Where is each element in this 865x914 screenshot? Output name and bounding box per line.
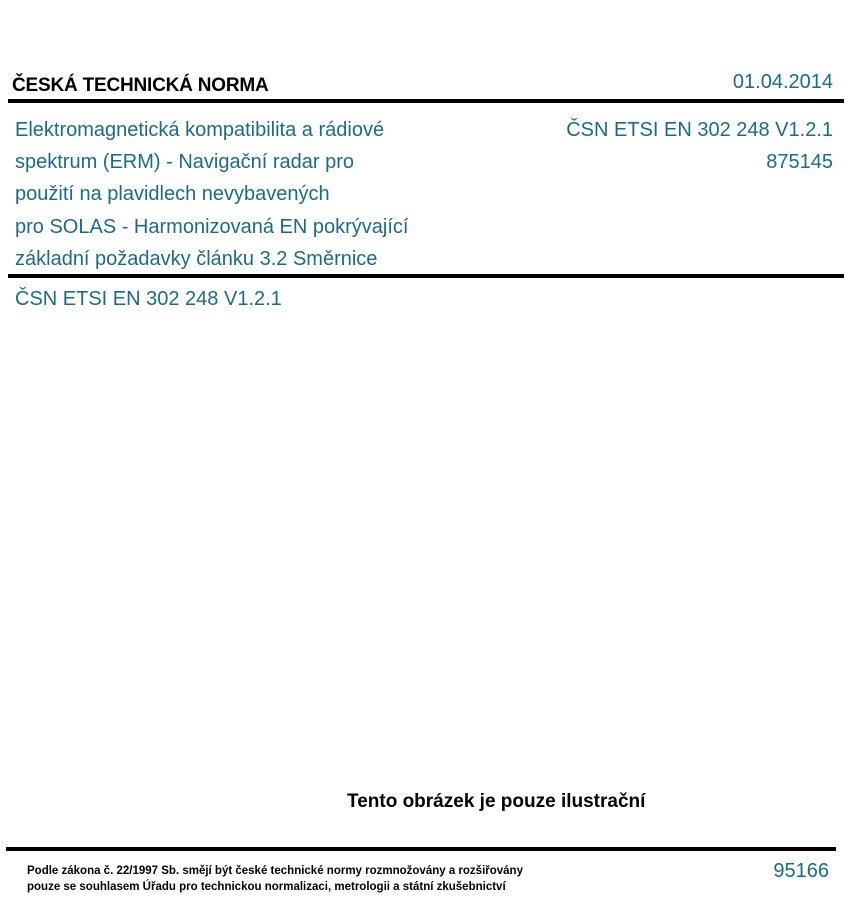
legal-notice [27,863,523,895]
standard-number: ČSN ETSI EN 302 248 V1.2.1 [566,119,833,141]
standard-title-line: spektrum (ERM) - Navigační radar pro [15,151,354,174]
standard-identifiers [566,114,833,178]
standard-title [15,114,485,275]
title-divider [8,274,844,278]
header-divider [8,99,844,103]
standard-title-line: použití na plavidlech nevybavených [15,183,330,206]
footer-divider [6,847,836,851]
illustration-caption: Tento obrázek je pouze ilustrační [347,791,646,812]
document-type-title: ČESKÁ TECHNICKÁ NORMA [12,75,269,96]
standard-title-line: základní požadavky článku 3.2 Směrnice [15,247,378,270]
legal-notice-line: pouze se souhlasem Úřadu pro technickou normalizaci, metrologii a státní zkušebnictví [27,881,506,893]
legal-notice-line: Podle zákona č. 22/1997 Sb. smějí být české technické normy rozmnožovány a rozšiřovány [27,865,523,877]
order-number: 95166 [773,860,829,882]
standard-designation: ČSN ETSI EN 302 248 V1.2.1 [15,288,282,310]
standard-title-line: pro SOLAS - Harmonizovaná EN pokrývající [15,215,409,238]
classification-code: 875145 [766,151,833,174]
publication-date: 01.04.2014 [732,71,833,93]
standard-title-line: Elektromagnetická kompatibilita a rádiové [15,119,385,141]
